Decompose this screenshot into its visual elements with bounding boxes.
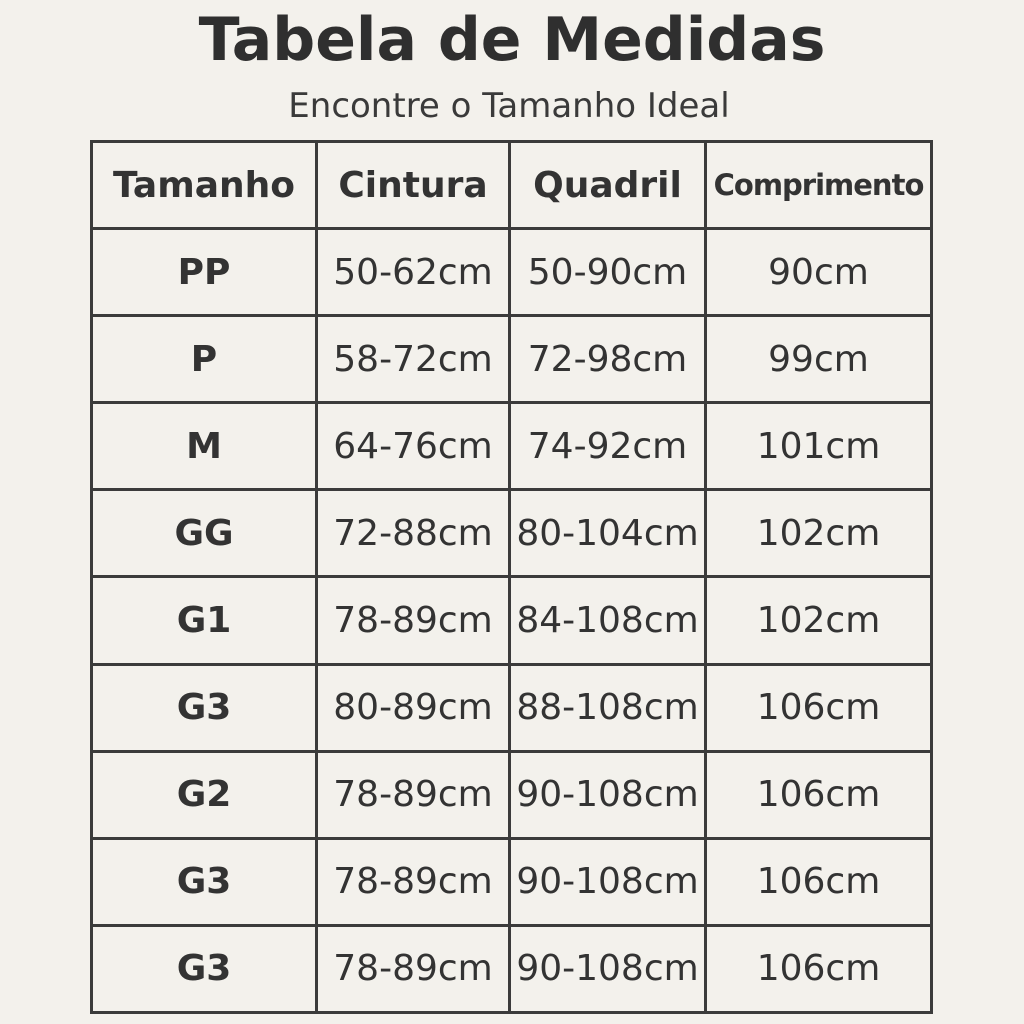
hip-cell: 74-92cm — [510, 403, 706, 490]
waist-cell: 78-89cm — [317, 577, 510, 664]
table-row — [92, 838, 932, 925]
waist-cell: 50-62cm — [317, 229, 510, 316]
hip-cell: 80-104cm — [510, 490, 706, 577]
length-cell: 90cm — [706, 229, 932, 316]
size-cell: M — [92, 403, 317, 490]
hip-cell: 90-108cm — [510, 838, 706, 925]
column-header-waist: Cintura — [317, 142, 510, 229]
table-row — [92, 925, 932, 1012]
hip-cell: 84-108cm — [510, 577, 706, 664]
size-cell: PP — [92, 229, 317, 316]
size-cell: GG — [92, 490, 317, 577]
waist-cell: 58-72cm — [317, 316, 510, 403]
length-cell: 106cm — [706, 925, 932, 1012]
hip-cell: 90-108cm — [510, 925, 706, 1012]
waist-cell: 72-88cm — [317, 490, 510, 577]
hip-cell: 72-98cm — [510, 316, 706, 403]
size-cell: G3 — [92, 664, 317, 751]
table-row — [92, 403, 932, 490]
size-cell: P — [92, 316, 317, 403]
length-cell: 106cm — [706, 751, 932, 838]
waist-cell: 78-89cm — [317, 751, 510, 838]
length-cell: 106cm — [706, 838, 932, 925]
length-cell: 99cm — [706, 316, 932, 403]
page-title: Tabela de Medidas — [198, 5, 826, 75]
column-header-hip: Quadril — [510, 142, 706, 229]
size-cell: G3 — [92, 838, 317, 925]
table-row — [92, 229, 932, 316]
table-row — [92, 316, 932, 403]
size-cell: G3 — [92, 925, 317, 1012]
table-header-row — [92, 142, 932, 229]
length-cell: 106cm — [706, 664, 932, 751]
waist-cell: 78-89cm — [317, 838, 510, 925]
waist-cell: 78-89cm — [317, 925, 510, 1012]
hip-cell: 50-90cm — [510, 229, 706, 316]
size-cell: G1 — [92, 577, 317, 664]
size-chart-table — [90, 140, 933, 1014]
table-row — [92, 664, 932, 751]
column-header-size: Tamanho — [92, 142, 317, 229]
page-subtitle: Encontre o Tamanho Ideal — [288, 86, 730, 126]
length-cell: 102cm — [706, 490, 932, 577]
hip-cell: 90-108cm — [510, 751, 706, 838]
table-row — [92, 751, 932, 838]
length-cell: 101cm — [706, 403, 932, 490]
waist-cell: 80-89cm — [317, 664, 510, 751]
table-row — [92, 577, 932, 664]
hip-cell: 88-108cm — [510, 664, 706, 751]
length-cell: 102cm — [706, 577, 932, 664]
waist-cell: 64-76cm — [317, 403, 510, 490]
column-header-length: Comprimento — [706, 142, 932, 229]
table-row — [92, 490, 932, 577]
size-cell: G2 — [92, 751, 317, 838]
